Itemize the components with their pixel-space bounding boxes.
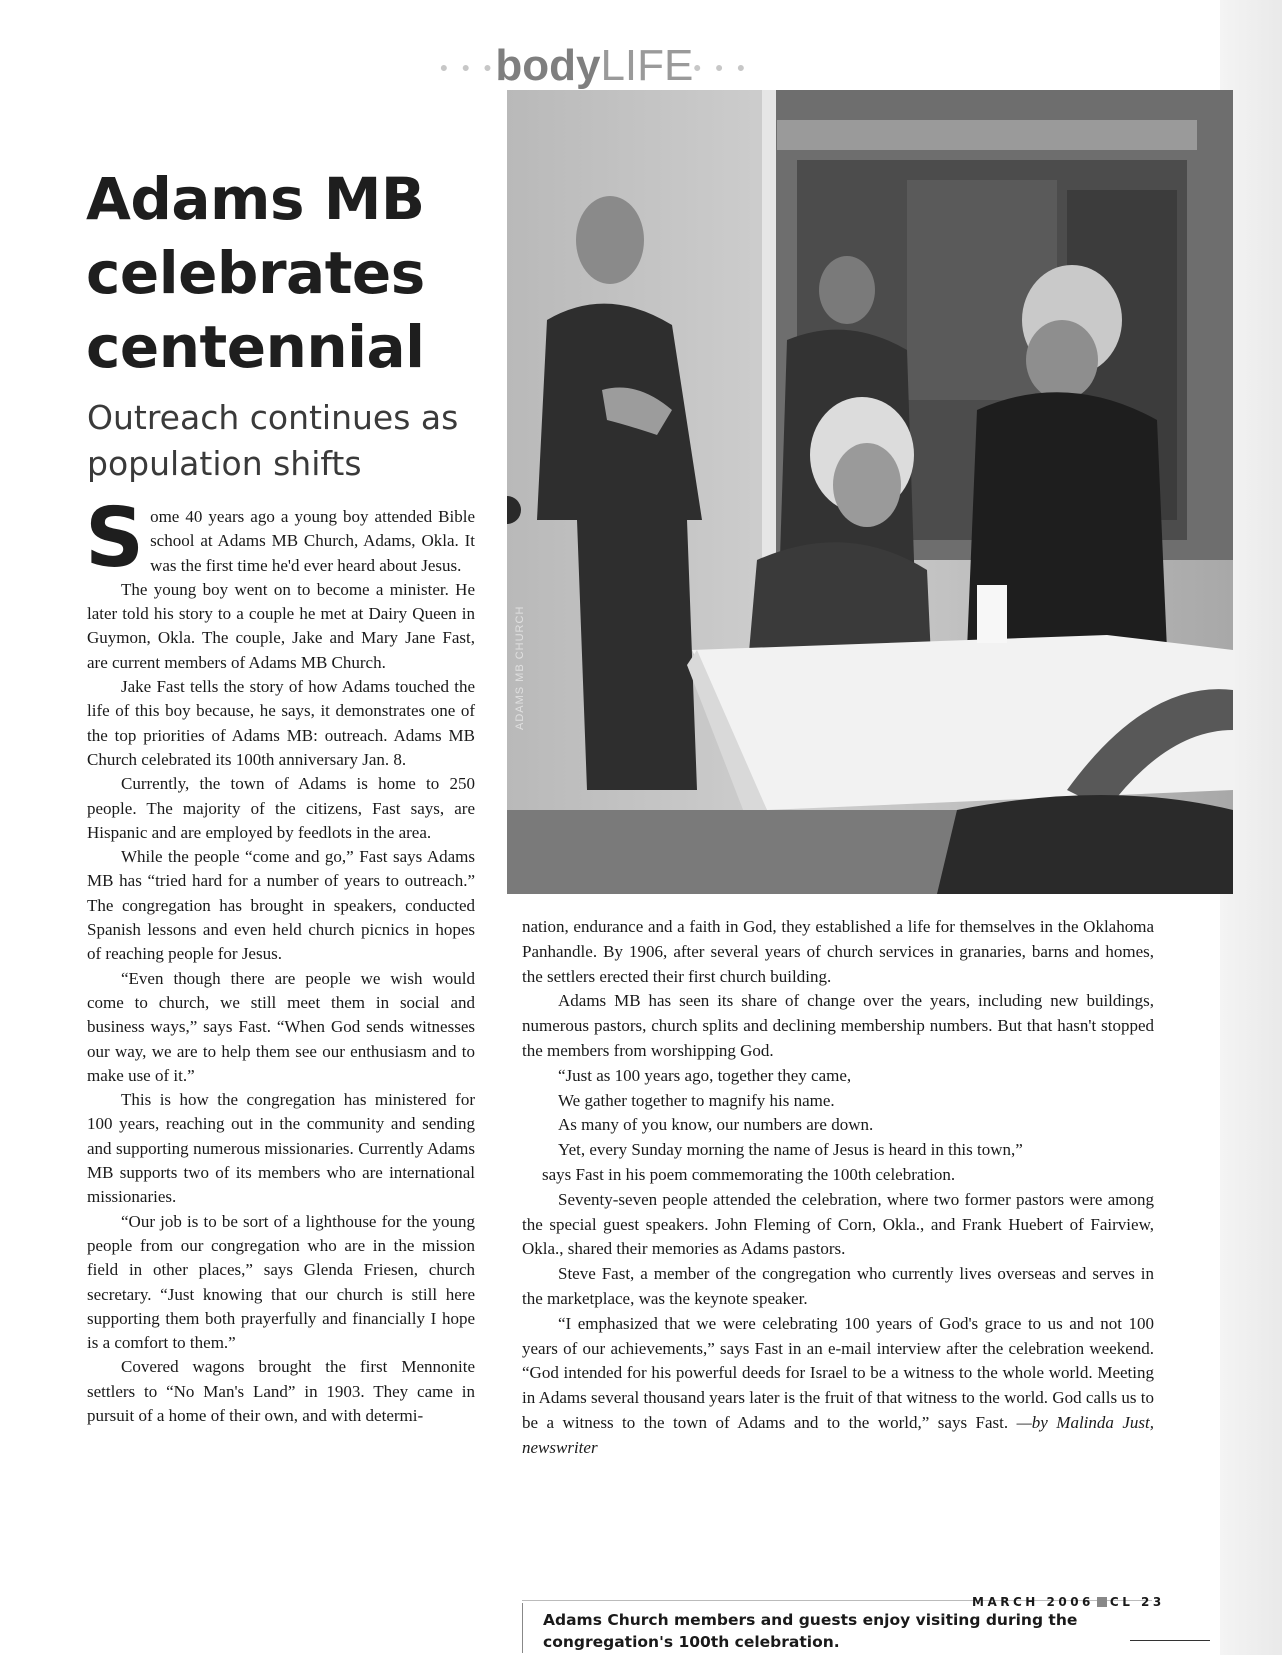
drop-cap: S [85,491,145,586]
article-paragraph: “I emphasized that we were celebrating 100 years of God's grace to us and not 100 years of our achievements,” says Fast in an e-mail interview after the celebration weekend. “God intended for his powerful deeds for Israel to be a witness to the whole world. Meeting in Adams several thousand years later is the fruit of that witness to the world. God calls us to be a witness to the town of Adams and to the world,” says Fast. —by Malinda Just, newswriter [522,1313,1155,1457]
section-name-bold: body [495,41,601,90]
right-column [522,915,1154,1461]
article-paragraph: Jake Fast tells the story of how Adams touched the life of this boy because, he says, it demonstrates one of the top priorities of Adams MB: outreach. Adams MB Church celebrated its 100th anniversary Jan. 8. [87,677,475,769]
article-paragraph: “Even though there are people we wish would come to church, we still meet them in social and business ways,” says Fast. “When God sends witnesses our way, we are to help them see our enthusiasm and to make use of it.” [87,968,475,1085]
byline: —by Malinda Just, newswriter [522,1412,1155,1457]
folio-date: MARCH 2006 [972,1595,1094,1609]
poem-line: As many of you know, our numbers are down. [558,1115,874,1135]
article-paragraph: Steve Fast, a member of the congregation who currently lives overseas and serves in the marketplace, was the keynote speaker. [522,1264,1154,1308]
left-column [85,491,475,1428]
article-paragraph: Covered wagons brought the first Mennonite settlers to “No Man's Land” in 1903. They came in pursuit of a home of their own, and with determi- [87,1357,475,1425]
article-paragraph: nation, endurance and a faith in God, they established a life for themselves in the Oklahoma Panhandle. By 1906, after several years of church services in granaries, barns and homes, the settlers erected their first church building. [522,917,1154,986]
article-paragraph: Adams MB has seen its share of change over the years, including new buildings, numerous pastors, church splits and declining membership numbers. But that hasn't stopped the members from worshipping God. [522,991,1154,1060]
article-paragraph: Seventy-seven people attended the celebration, where two former pastors were among the special guest speakers. John Fleming of Corn, Okla., and Frank Huebert of Fairview, Okla., shared their memories as Adams pastors. [522,1189,1154,1259]
folio-square-icon [1097,1597,1107,1607]
folio-rule [1130,1640,1210,1641]
header-dots-right: • • • [693,55,749,81]
folio-page: CL 23 [1109,1595,1165,1609]
section-name-light: LIFE [600,41,694,90]
page-folio [972,1595,1165,1609]
header-dots-left: • • • [440,55,496,81]
photo-caption: Adams Church members and guests enjoy visiting during the congregation's 100th celebration. [522,1603,1152,1653]
church-gathering-photo [507,90,1233,894]
poem-attribution: says Fast in his poem commemorating the 100th celebration. [542,1164,956,1184]
article-paragraph: The young boy went on to become a minister. He later told his story to a couple he met at Dairy Queen in Guymon, Okla. The couple, Jake and Mary Jane Fast, are current members of Adams MB Church. [87,579,475,672]
poem [522,1064,1154,1188]
section-header [440,41,749,90]
photo-credit: ADAMS MB CHURCH [514,605,526,730]
article-paragraph: “Our job is to be sort of a lighthouse for the young people from our congregation who are in the mission field in other places,” says Glenda Friesen, church secretary. “Just knowing that our church is still here supporting them both prayerfully and financially I hope is a comfort to them.” [87,1211,475,1353]
poem-line: Yet, every Sunday morning the name of Jesus is heard in this town,” [558,1140,1023,1160]
article-paragraph: While the people “come and go,” Fast says Adams MB has “tried hard for a number of years to outreach.” The congregation has brought in speakers, conducted Spanish lessons and even held church picnics in hopes of reaching people for Jesus. [87,847,475,964]
article-paragraph: This is how the congregation has ministered for 100 years, reaching out in the community and sending and supporting numerous missionaries. Currently Adams MB supports two of its members who are international missionaries. [87,1090,475,1207]
poem-line: We gather together to magnify his name. [558,1090,835,1110]
poem-line: “Just as 100 years ago, together they came, [558,1065,852,1085]
article-deck: Outreach continues as population shifts [87,398,459,483]
article-paragraph: Currently, the town of Adams is home to 250 people. The majority of the citizens, Fast says, are Hispanic and are employed by feedlots in the area. [87,774,475,842]
article-headline: Adams MB celebrates centennial [86,165,425,381]
article-paragraph: Some 40 years ago a young boy attended Bible school at Adams MB Church, Adams, Okla. It was the first time he'd ever heard about Jesus. [85,491,475,586]
